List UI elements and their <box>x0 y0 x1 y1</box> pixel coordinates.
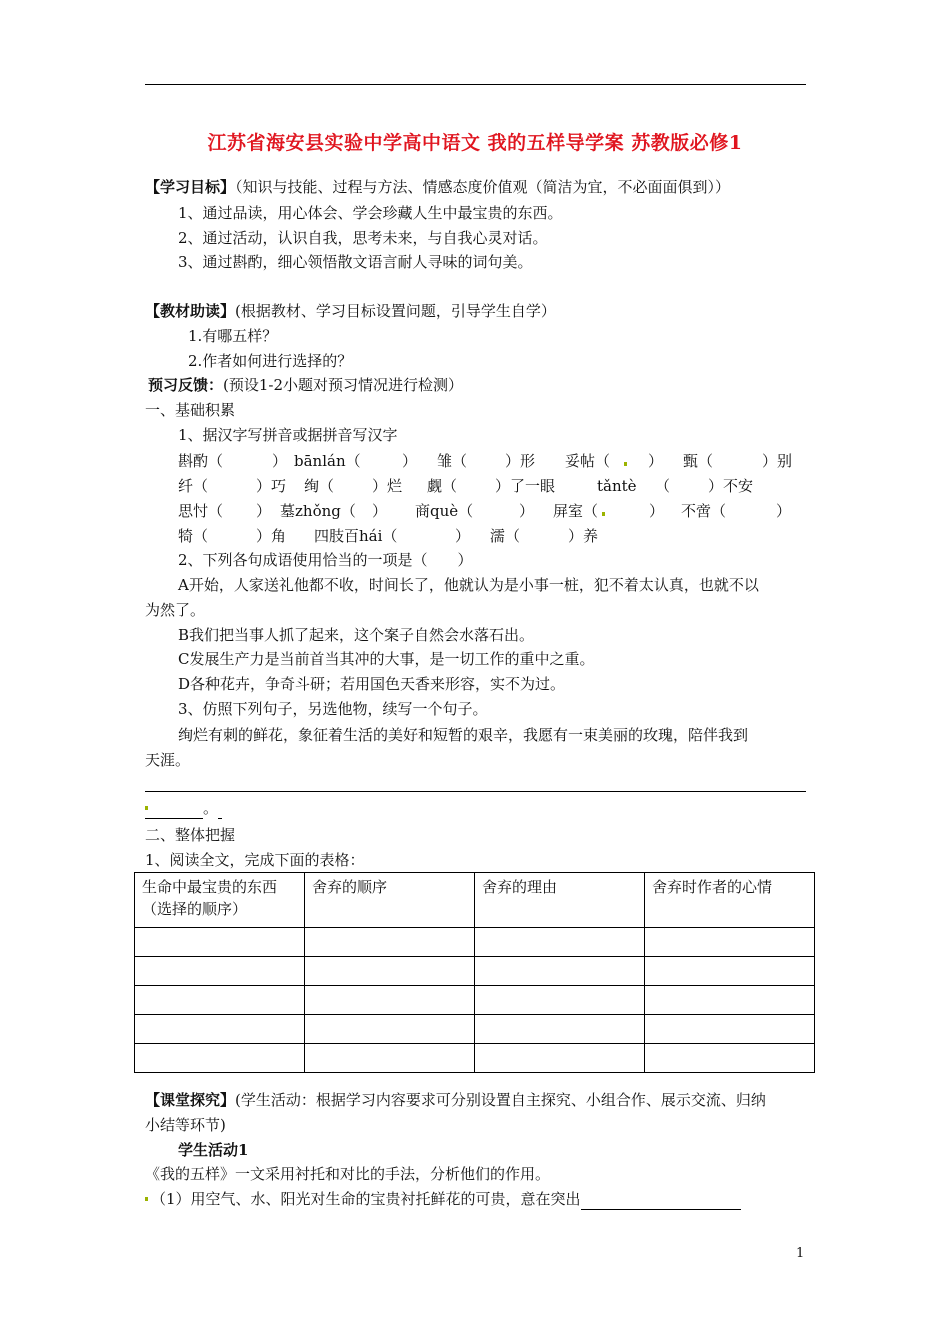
section1-q3: 3、仿照下列句子，另选他物，续写一个句子。 <box>178 700 488 718</box>
table-cell[interactable] <box>475 1015 645 1044</box>
inquiry-line1 <box>145 1090 766 1110</box>
document-title: 江苏省海安县实验中学高中语文 我的五样导学案 苏教版必修1 <box>207 132 743 154</box>
table-cell[interactable] <box>135 957 305 986</box>
inquiry-intro: 《我的五样》一文采用衬托和对比的手法，分析他们的作用。 <box>145 1165 551 1183</box>
reading-q1: 1.有哪五样？ <box>188 327 278 345</box>
example-line2: 天涯。 <box>145 751 191 769</box>
pinyin-cell: 商què（ <box>415 502 474 520</box>
pinyin-cell: ）形 <box>505 452 536 470</box>
preview-heading: 预习反馈： <box>148 376 224 394</box>
pinyin-cell: ） <box>272 452 288 470</box>
option-d: D各种花卉，争奇斗研；若用国色天香来形容，实不为过。 <box>178 675 566 693</box>
inquiry-q1-line <box>151 1189 741 1210</box>
preview-note: (预设1-2小题对预习情况进行检测） <box>223 376 464 394</box>
table-header: 舍弃时作者的心情 <box>645 873 815 928</box>
reading-table <box>134 872 815 1073</box>
table-header: 生命中最宝贵的东西（选择的顺序） <box>135 873 305 928</box>
table-header: 舍弃的顺序 <box>305 873 475 928</box>
table-cell[interactable] <box>305 1015 475 1044</box>
pinyin-cell: ） <box>776 502 792 520</box>
table-cell[interactable] <box>305 986 475 1015</box>
pinyin-cell: ） <box>402 452 418 470</box>
reading-line <box>145 301 556 321</box>
table-cell[interactable] <box>305 957 475 986</box>
pinyin-cell: 甄（ <box>683 452 714 470</box>
pinyin-cell: bānlán（ <box>294 452 361 470</box>
page-number: 1 <box>796 1246 805 1261</box>
table-cell[interactable] <box>645 928 815 957</box>
scan-mark <box>145 1197 148 1201</box>
table-row <box>135 957 815 986</box>
pinyin-cell: 纤（ <box>178 477 209 495</box>
pinyin-cell: ） <box>256 502 272 520</box>
pinyin-cell: 犄（ <box>178 527 209 545</box>
pinyin-cell: 濡（ <box>490 527 521 545</box>
table-row <box>135 1015 815 1044</box>
inquiry-heading: 【课堂探究】 <box>145 1091 236 1109</box>
answer-blank <box>145 798 203 819</box>
table-cell[interactable] <box>135 1015 305 1044</box>
table-cell[interactable] <box>305 928 475 957</box>
example-line1: 绚烂有刺的鲜花，象征着生活的美好和短暂的艰辛，我愿有一束美丽的玫瑰，陪伴我到 <box>178 726 749 744</box>
goals-line <box>145 177 730 197</box>
table-cell[interactable] <box>475 928 645 957</box>
option-a-line1: A开始，人家送礼他都不收，时间长了，他就认为是小事一桩，犯不着太认真，也就不以 <box>178 576 759 594</box>
table-cell[interactable] <box>645 986 815 1015</box>
answer-blank[interactable] <box>581 1189 741 1210</box>
answer-blank-tail <box>218 798 222 819</box>
table-cell[interactable] <box>135 1044 305 1073</box>
table-cell[interactable] <box>645 1044 815 1073</box>
end-mark: 。 <box>203 799 219 817</box>
goal-item-2: 2、通过活动，认识自我，思考未来，与自我心灵对话。 <box>178 229 548 247</box>
pinyin-cell: 不啻（ <box>681 502 727 520</box>
table-cell[interactable] <box>135 986 305 1015</box>
pinyin-cell: ） <box>372 502 388 520</box>
pinyin-cell: ）巧 <box>256 477 287 495</box>
header-rule <box>145 84 806 85</box>
pinyin-cell: tǎntè <box>597 477 637 495</box>
pinyin-cell: ）角 <box>256 527 287 545</box>
option-b: B我们把当事人抓了起来，这个案子自然会水落石出。 <box>178 626 535 644</box>
table-header: 舍弃的理由 <box>475 873 645 928</box>
table-cell[interactable] <box>475 1044 645 1073</box>
table-cell[interactable] <box>645 957 815 986</box>
pinyin-cell: 雏（ <box>437 452 468 470</box>
reading-note: (根据教材、学习目标设置问题，引导学生自学） <box>235 302 556 320</box>
pinyin-cell: （ <box>655 477 671 495</box>
pinyin-cell: 思忖（ <box>178 502 224 520</box>
section2-heading: 二、整体把握 <box>145 826 236 844</box>
table-cell[interactable] <box>305 1044 475 1073</box>
pinyin-cell: 墓zhǒng（ <box>280 502 356 520</box>
table-cell[interactable] <box>475 986 645 1015</box>
goals-heading: 【学习目标】 <box>145 178 236 196</box>
pinyin-cell: 屏室（ <box>553 502 599 520</box>
table-cell[interactable] <box>475 957 645 986</box>
table-header-row <box>135 873 815 928</box>
section2-q1: 1、阅读全文，完成下面的表格： <box>145 851 365 869</box>
section1-q1: 1、据汉字写拼音或据拼音写汉字 <box>178 426 398 444</box>
table-row <box>135 1044 815 1073</box>
table-row <box>135 986 815 1015</box>
pinyin-cell: ）了一眼 <box>495 477 556 495</box>
pinyin-cell: 妥帖（ <box>565 452 611 470</box>
pinyin-cell: ） <box>649 502 665 520</box>
reading-q2: 2.作者如何进行选择的？ <box>188 352 353 370</box>
goal-item-1: 1、通过品读，用心体会、学会珍藏人生中最宝贵的东西。 <box>178 204 563 222</box>
goals-note: （知识与技能、过程与方法、情感态度价值观（简洁为宜，不必面面俱到）） <box>235 178 731 196</box>
inquiry-q1: （1）用空气、水、阳光对生命的宝贵衬托鲜花的可贵，意在突出 <box>151 1190 581 1208</box>
pinyin-cell: ）养 <box>568 527 599 545</box>
pinyin-cell: 绚（ <box>304 477 335 495</box>
pinyin-cell: ）别 <box>762 452 793 470</box>
scan-mark <box>602 512 605 516</box>
inquiry-line2: 小结等环节) <box>145 1116 226 1134</box>
pinyin-cell: 四肢百hái（ <box>314 527 398 545</box>
option-c: C发展生产力是当前首当其冲的大事，是一切工作的重中之重。 <box>178 650 595 668</box>
goal-item-3: 3、通过斟酌，细心领悟散文语言耐人寻味的词句美。 <box>178 253 533 271</box>
answer-line <box>145 791 806 792</box>
scan-mark <box>624 462 627 466</box>
pinyin-cell: ） <box>648 452 664 470</box>
option-a-line2: 为然了。 <box>145 601 206 619</box>
inquiry-note: (学生活动：根据学习内容要求可分别设置自主探究、小组合作、展示交流、归纳 <box>235 1091 766 1109</box>
answer-line-2 <box>145 798 222 819</box>
table-cell[interactable] <box>645 1015 815 1044</box>
preview-line <box>148 375 463 395</box>
pinyin-cell: 觑（ <box>427 477 458 495</box>
table-cell[interactable] <box>135 928 305 957</box>
reading-heading: 【教材助读】 <box>145 302 236 320</box>
table-row <box>135 928 815 957</box>
section1-q2: 2、下列各句成语使用恰当的一项是（ ） <box>178 551 473 569</box>
pinyin-cell: ） <box>519 502 535 520</box>
scan-mark <box>145 806 148 810</box>
activity-heading: 学生活动1 <box>178 1141 249 1159</box>
section1-heading: 一、基础积累 <box>145 401 236 419</box>
pinyin-cell: 斟酌（ <box>178 452 224 470</box>
pinyin-cell: ）烂 <box>372 477 403 495</box>
pinyin-cell: ）不安 <box>708 477 754 495</box>
pinyin-cell: ） <box>455 527 471 545</box>
